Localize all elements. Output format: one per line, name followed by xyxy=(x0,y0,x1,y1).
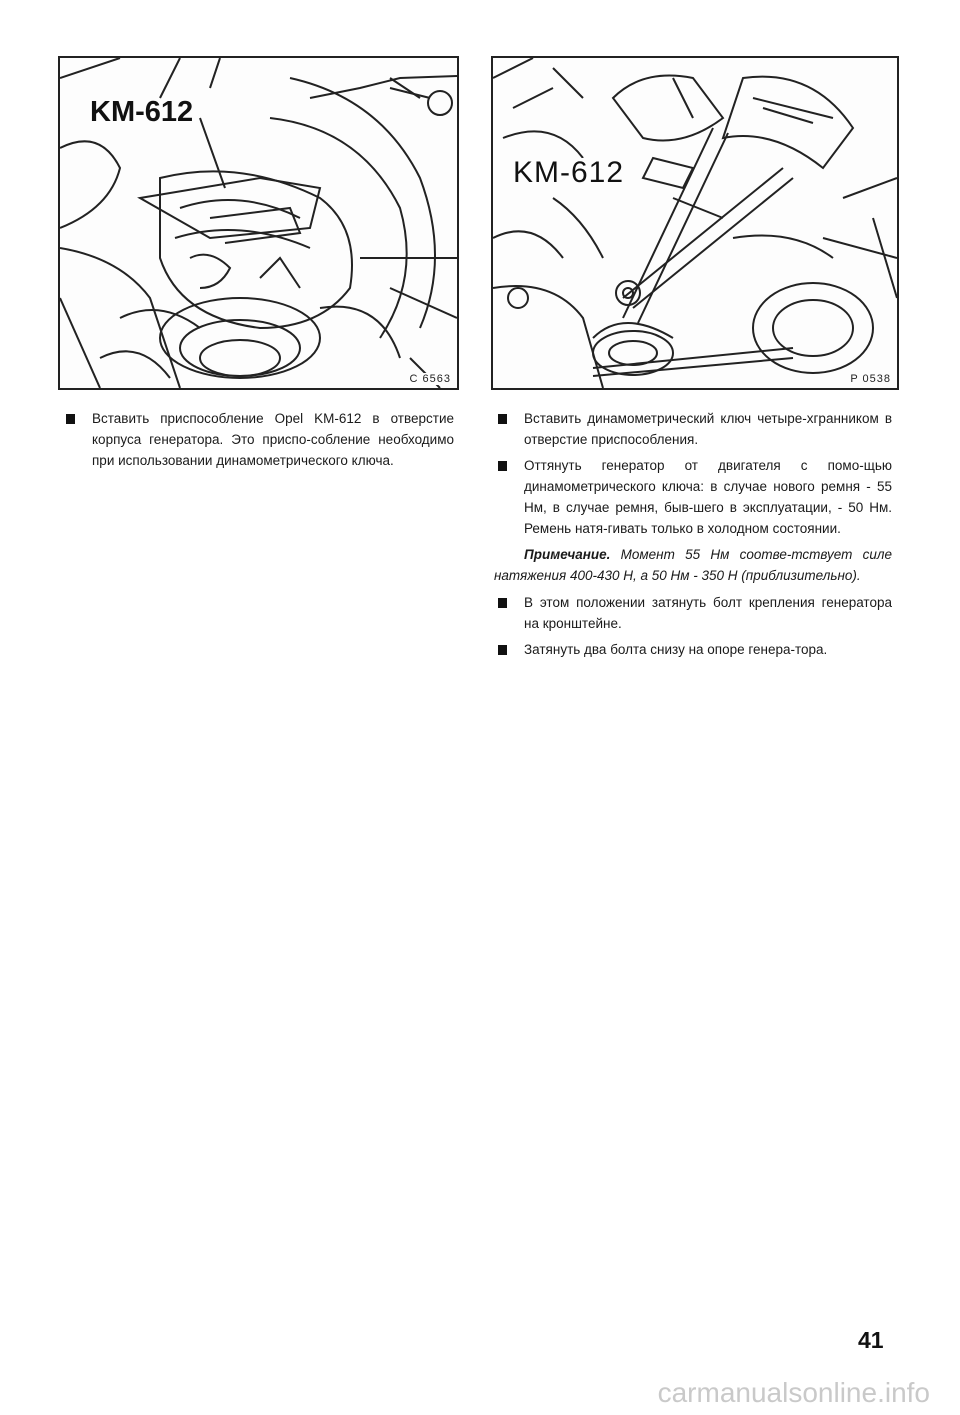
instruction-item xyxy=(494,592,892,634)
note-paragraph xyxy=(494,544,892,586)
bullet-square-icon xyxy=(498,461,507,471)
figure-alternator-tool xyxy=(58,56,459,390)
tool-label-km612: KM-612 xyxy=(513,156,625,189)
bullet-square-icon xyxy=(498,414,507,424)
bullet-square-icon xyxy=(66,414,75,424)
instruction-item xyxy=(494,639,892,660)
right-text-column xyxy=(494,408,892,665)
figure-code: C 6563 xyxy=(409,373,451,385)
note-label: Примечание. xyxy=(524,547,611,562)
bullet-square-icon xyxy=(498,598,507,608)
instruction-text: Затянуть два болта снизу на опоре генера-тора. xyxy=(524,642,828,657)
instruction-item xyxy=(62,408,454,471)
figure-code: P 0538 xyxy=(850,373,891,385)
page-number: 41 xyxy=(858,1327,884,1353)
left-text-column xyxy=(62,408,454,476)
instruction-text: В этом положении затянуть болт крепления генератора на кронштейне. xyxy=(524,595,892,631)
tool-label-km612: KM-612 xyxy=(90,96,194,128)
figure-torque-wrench xyxy=(491,56,899,390)
instruction-text: Оттянуть генератор от двигателя с помо-щью динамометрического ключа: в случае нового ремня - 55 Нм, в случае ремня, быв-шего в эксплуатации, - 50 Нм. Ремень натя-гивать только в холодном состоянии. xyxy=(524,458,892,536)
torque-wrench-illustration xyxy=(493,58,897,388)
instruction-item xyxy=(494,455,892,539)
note-text: Момент 55 Нм соотве-тствует силе натяжения 400-430 Н, а 50 Нм - 350 Н (приблизительно). xyxy=(494,547,892,583)
bullet-square-icon xyxy=(498,645,507,655)
instruction-text: Вставить приспособление Opel KM-612 в отверстие корпуса генератора. Это приспо-собление необходимо при использовании динамометрического ключа. xyxy=(92,411,454,468)
instruction-item xyxy=(494,408,892,450)
instruction-text: Вставить динамометрический ключ четыре-хгранником в отверстие приспособления. xyxy=(524,411,892,447)
watermark: carmanualsonline.info xyxy=(657,1377,930,1408)
